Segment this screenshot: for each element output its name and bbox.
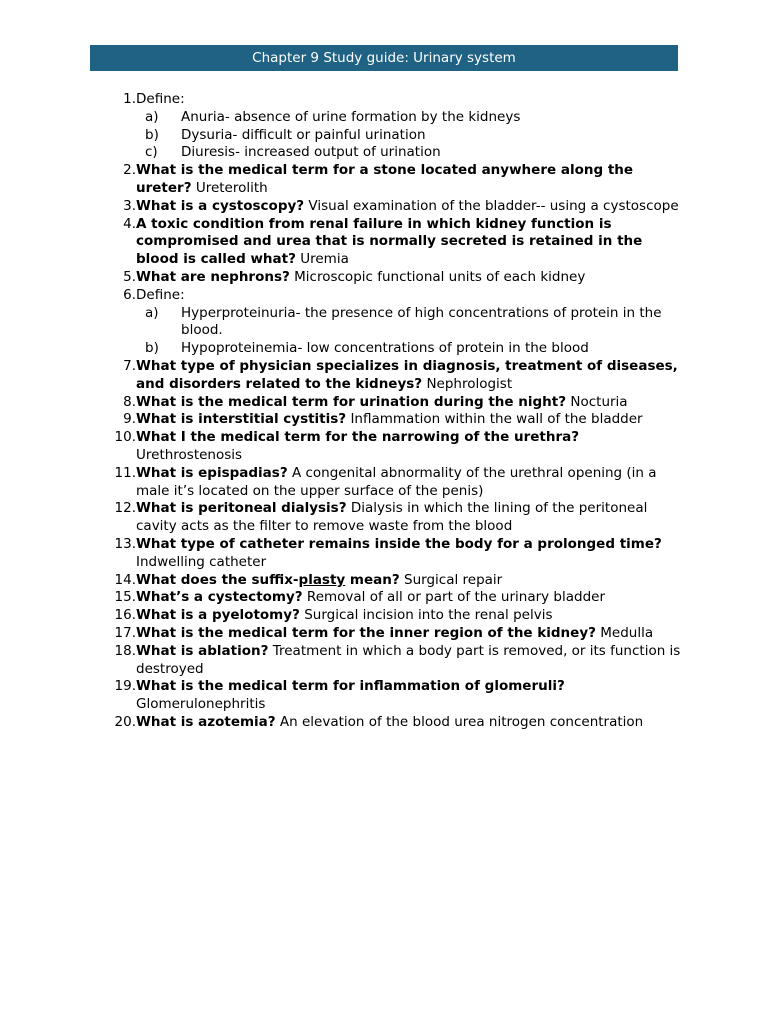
- answer-text: Microscopic functional units of each kidney: [294, 268, 586, 285]
- sub-text: Hypoproteinemia- low concentrations of protein in the blood: [181, 340, 589, 357]
- item-number: 1.: [123, 91, 136, 107]
- answer-text: Dialysis in which the lining of the peritoneal cavity acts as the filter to remove waste from the blood: [136, 500, 648, 535]
- list-item: [102, 607, 682, 625]
- list-item: [102, 162, 682, 198]
- answer-text: Glomerulonephritis: [136, 696, 266, 713]
- question-text: What are nephrons?: [136, 268, 290, 285]
- list-item: [102, 198, 682, 216]
- sub-text: Dysuria- difficult or painful urination: [181, 126, 426, 143]
- sub-item: [145, 109, 682, 127]
- sub-item: [145, 144, 682, 162]
- answer-text: Treatment in which a body part is removed, or its function is destroyed: [136, 642, 681, 677]
- page-title-banner: [90, 45, 678, 71]
- item-number: 8.: [123, 393, 136, 410]
- question-text: What is the medical term for urination during the night?: [136, 393, 567, 410]
- list-item: [102, 216, 682, 269]
- question-text: What is peritoneal dialysis?: [136, 500, 347, 517]
- answer-text: Visual examination of the bladder-- using a cystoscope: [308, 197, 679, 214]
- page-title: Chapter 9 Study guide: Urinary system: [252, 50, 516, 66]
- list-item: [102, 394, 682, 412]
- list-item: [102, 500, 682, 536]
- item-number: 17.: [114, 624, 136, 641]
- list-item: [102, 358, 682, 394]
- list-item: [102, 411, 682, 429]
- item-number: 2.: [123, 162, 136, 179]
- item-text: Define:: [136, 286, 185, 303]
- item-number: 9.: [123, 411, 136, 428]
- item-number: 19.: [114, 678, 136, 695]
- answer-text: Removal of all or part of the urinary bladder: [306, 589, 606, 606]
- sub-letter: a): [145, 304, 159, 321]
- question-text-underlined: plasty: [298, 571, 346, 588]
- sub-item: [145, 127, 682, 145]
- list-item: [102, 91, 682, 109]
- question-text: What is interstitial cystitis?: [136, 411, 347, 428]
- question-text: What I the medical term for the narrowing of the urethra?: [136, 429, 580, 446]
- list-item: [102, 269, 682, 287]
- sub-item: [145, 340, 682, 358]
- question-text-prefix: What does the suffix-: [136, 571, 299, 588]
- question-text: What is the medical term for the inner region of the kidney?: [136, 624, 596, 641]
- answer-text: Medulla: [600, 624, 654, 641]
- answer-text: Surgical repair: [404, 571, 503, 588]
- answer-text: A congenital abnormality of the urethral opening (in a male it’s located on the upper surface of the penis): [136, 464, 657, 499]
- question-text: What is epispadias?: [136, 464, 288, 481]
- question-text: What is ablation?: [136, 642, 269, 659]
- list-item: [102, 429, 682, 465]
- item-number: 6.: [123, 286, 136, 303]
- item-number: 11.: [114, 464, 136, 481]
- answer-text: Inflammation within the wall of the bladder: [350, 411, 643, 428]
- answer-text: An elevation of the blood urea nitrogen concentration: [279, 713, 644, 730]
- question-text: A toxic condition from renal failure in which kidney function is compromised and urea that is normally secreted is retained in the blood is called what?: [136, 215, 643, 268]
- answer-text: Nephrologist: [426, 375, 513, 392]
- list-item: [102, 465, 682, 501]
- item-number: 5.: [123, 268, 136, 285]
- item-number: 3.: [123, 197, 136, 214]
- list-item: [102, 589, 682, 607]
- question-text-suffix: mean?: [345, 571, 400, 588]
- answer-text: Indwelling catheter: [136, 553, 267, 570]
- answer-text: Urethrostenosis: [136, 446, 243, 463]
- item-number: 10.: [114, 429, 136, 446]
- sub-text: Anuria- absence of urine formation by the kidneys: [181, 108, 521, 125]
- list-item: [102, 714, 682, 732]
- question-text: What is the medical term for a stone located anywhere along the ureter?: [136, 162, 634, 196]
- item-number: 4.: [123, 215, 136, 232]
- question-text: What is azotemia?: [136, 713, 276, 730]
- question-list: [102, 91, 682, 732]
- question-text: What type of physician specializes in diagnosis, treatment of diseases, and disorders related to the kidneys?: [136, 357, 678, 392]
- item-number: 14.: [114, 571, 136, 588]
- question-text: What is a cystoscopy?: [136, 197, 305, 214]
- sub-letter: a): [145, 108, 159, 125]
- list-item: [102, 536, 682, 572]
- sub-letter: b): [145, 126, 159, 143]
- item-text: Define:: [136, 91, 185, 107]
- list-item: [102, 678, 682, 714]
- answer-text: Nocturia: [570, 393, 628, 410]
- answer-text: Ureterolith: [195, 179, 268, 196]
- sub-text: Diuresis- increased output of urination: [181, 144, 441, 161]
- question-text: What’s a cystectomy?: [136, 589, 303, 606]
- sub-letter: c): [145, 144, 158, 161]
- sub-item: [145, 305, 682, 341]
- list-item: [102, 287, 682, 305]
- question-text: What type of catheter remains inside the body for a prolonged time?: [136, 535, 662, 552]
- item-number: 16.: [114, 607, 136, 624]
- list-item: [102, 643, 682, 679]
- question-text: What is a pyelotomy?: [136, 607, 300, 624]
- sub-text: Hyperproteinuria- the presence of high concentrations of protein in the blood.: [181, 304, 662, 339]
- answer-text: Uremia: [300, 251, 349, 268]
- sub-letter: b): [145, 340, 159, 357]
- item-number: 20.: [114, 713, 136, 730]
- item-number: 13.: [114, 535, 136, 552]
- item-number: 15.: [114, 589, 136, 606]
- answer-text: Surgical incision into the renal pelvis: [304, 607, 553, 624]
- question-text: What is the medical term for inflammation of glomeruli?: [136, 678, 565, 695]
- item-number: 12.: [114, 500, 136, 517]
- item-number: 18.: [114, 642, 136, 659]
- list-item: [102, 572, 682, 590]
- list-item: [102, 625, 682, 643]
- item-number: 7.: [123, 357, 136, 374]
